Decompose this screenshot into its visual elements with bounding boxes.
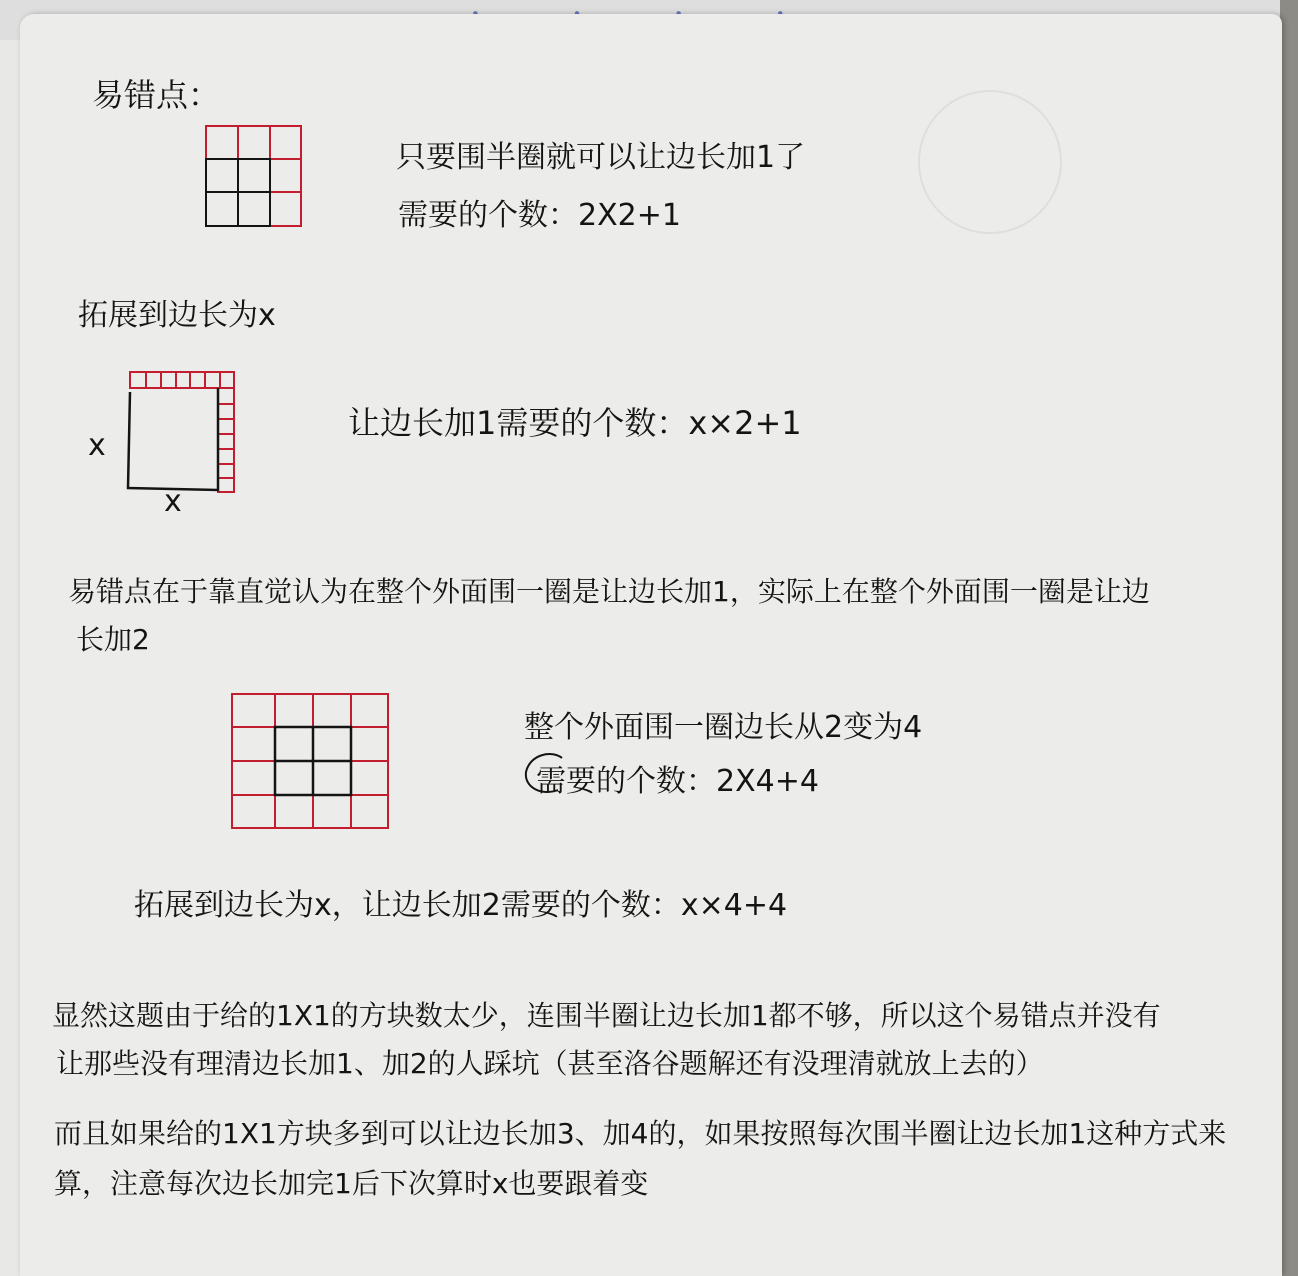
figure-x-square-half-ring — [120, 370, 240, 500]
fig1-text-count: 需要的个数：2X2+1 — [398, 198, 681, 233]
further-line-1: 而且如果给的1X1方块多到可以让边长加3、加4的，如果按照每次围半圈让边长加1这种方式来 — [54, 1117, 1227, 1150]
fig3-text-ring: 整个外面围一圈边长从2变为4 — [524, 710, 923, 745]
extend-heading-x: 拓展到边长为x — [78, 298, 276, 333]
inner-x-square — [128, 388, 218, 490]
fig1-text-half-ring: 只要围半圈就可以让边长加1了 — [396, 140, 806, 175]
x-side-label-left: x — [88, 428, 106, 463]
misconception-line-1: 易错点在于靠直觉认为在整个外面围一圈是让边长加1，实际上在整个外面围一圈是让边 — [68, 575, 1150, 608]
heading-easy-mistake: 易错点： — [92, 76, 221, 114]
fig2-formula: 让边长加1需要的个数：x×2+1 — [348, 404, 802, 442]
conclusion-line-2: 让那些没有理清边长加1、加2的人踩坑（甚至洛谷题解还有没理清就放上去的） — [56, 1047, 1044, 1080]
grid-outer-red-right — [206, 126, 301, 226]
figure-3x3-grid — [204, 124, 304, 229]
further-line-2: 算，注意每次边长加完1后下次算时x也要跟着变 — [54, 1167, 649, 1200]
figure-4x4-grid — [230, 692, 392, 832]
x-side-label-bottom: x — [164, 484, 182, 519]
circled-mark — [522, 750, 568, 796]
misconception-line-2: 长加2 — [76, 623, 150, 656]
fig3-extend-formula: 拓展到边长为x，让边长加2需要的个数：x×4+4 — [134, 888, 788, 923]
top-ring-cells — [130, 372, 234, 388]
show-through-seal — [918, 90, 1062, 234]
fig3-text-count: 需要的个数：2X4+4 — [536, 764, 819, 799]
conclusion-line-1: 显然这题由于给的1X1的方块数太少，连围半圈让边长加1都不够，所以这个易错点并没有 — [52, 999, 1161, 1032]
right-ring-cells — [218, 388, 234, 492]
